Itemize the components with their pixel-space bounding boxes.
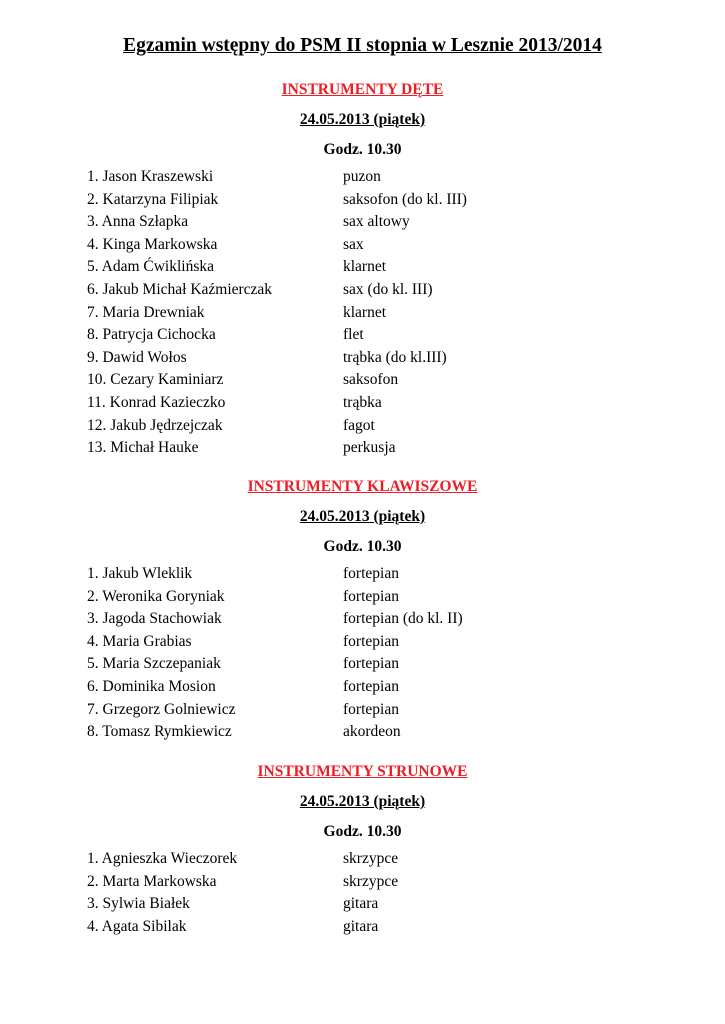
candidate-name: 1. Jakub Wleklik <box>87 565 193 582</box>
candidate-name: 5. Adam Ćwiklińska <box>87 258 215 276</box>
list-item <box>0 234 725 257</box>
candidate-instrument: trąbka (do kl.III) <box>343 348 447 366</box>
section-date: 24.05.2013 (piątek) <box>299 793 426 810</box>
candidate-instrument: gitara <box>343 917 379 935</box>
candidate-name: 8. Tomasz Rymkiewicz <box>87 723 232 741</box>
candidate-instrument: fortepian <box>343 587 399 605</box>
candidate-list <box>0 848 725 938</box>
list-item <box>0 586 725 609</box>
candidate-instrument: fortepian <box>343 700 399 718</box>
section-title: INSTRUMENTY KLAWISZOWE <box>247 478 478 495</box>
candidate-instrument: fagot <box>343 416 375 434</box>
candidate-instrument: saksofon (do kl. III) <box>343 190 467 208</box>
candidate-name: 3. Anna Szłapka <box>87 213 189 231</box>
candidate-name: 7. Grzegorz Golniewicz <box>87 700 236 718</box>
candidate-name: 7. Maria Drewniak <box>87 303 205 321</box>
candidate-instrument: klarnet <box>343 258 387 276</box>
candidate-instrument: fortepian <box>343 677 399 695</box>
candidate-name: 2. Katarzyna Filipiak <box>87 190 219 208</box>
candidate-list <box>0 563 725 744</box>
candidate-name: 2. Marta Markowska <box>87 872 217 890</box>
list-item <box>0 369 725 392</box>
candidate-instrument: akordeon <box>343 723 401 741</box>
list-item <box>0 893 725 916</box>
section-wind-instruments <box>0 80 725 460</box>
list-item <box>0 563 725 586</box>
section-keyboard-instruments <box>0 477 725 744</box>
list-item <box>0 392 725 415</box>
section-date: 24.05.2013 (piątek) <box>299 111 426 128</box>
candidate-name: 2. Weronika Goryniak <box>87 587 225 605</box>
list-item <box>0 437 725 460</box>
candidate-list <box>0 166 725 460</box>
list-item <box>0 631 725 654</box>
candidate-name: 6. Jakub Michał Kaźmierczak <box>87 280 273 298</box>
candidate-instrument: fortepian <box>343 565 399 582</box>
section-string-instruments <box>0 762 725 938</box>
section-title: INSTRUMENTY DĘTE <box>281 81 444 98</box>
list-item <box>0 324 725 347</box>
list-item <box>0 166 725 189</box>
candidate-name: 4. Agata Sibilak <box>87 917 187 935</box>
candidate-name: 1. Agnieszka Wieczorek <box>87 850 238 867</box>
section-time: Godz. 10.30 <box>323 141 402 158</box>
list-item <box>0 256 725 279</box>
candidate-instrument: fortepian (do kl. II) <box>343 610 463 628</box>
list-item <box>0 916 725 939</box>
candidate-instrument: skrzypce <box>343 850 399 867</box>
list-item <box>0 871 725 894</box>
candidate-name: 9. Dawid Wołos <box>87 348 187 366</box>
candidate-instrument: fortepian <box>343 632 399 650</box>
candidate-instrument: fortepian <box>343 655 399 673</box>
candidate-instrument: gitara <box>343 895 379 913</box>
candidate-instrument: sax altowy <box>343 213 410 231</box>
section-time: Godz. 10.30 <box>323 823 402 840</box>
list-item <box>0 653 725 676</box>
candidate-instrument: trąbka <box>343 393 382 411</box>
section-time: Godz. 10.30 <box>323 538 402 555</box>
page-title: Egzamin wstępny do PSM II stopnia w Lesznie 2013/2014 <box>123 35 602 56</box>
candidate-name: 5. Maria Szczepaniak <box>87 655 221 673</box>
candidate-instrument: saksofon <box>343 371 399 389</box>
candidate-instrument: perkusja <box>343 439 396 457</box>
candidate-name: 12. Jakub Jędrzejczak <box>87 416 223 434</box>
list-item <box>0 279 725 302</box>
candidate-instrument: sax <box>343 235 364 253</box>
list-item <box>0 699 725 722</box>
list-item <box>0 347 725 370</box>
list-item <box>0 189 725 212</box>
candidate-instrument: puzon <box>343 168 381 185</box>
candidate-name: 11. Konrad Kazieczko <box>87 393 226 411</box>
candidate-instrument: skrzypce <box>343 872 399 890</box>
section-title: INSTRUMENTY STRUNOWE <box>257 763 468 780</box>
candidate-name: 13. Michał Hauke <box>87 439 199 457</box>
list-item <box>0 676 725 699</box>
candidate-name: 3. Jagoda Stachowiak <box>87 610 222 628</box>
list-item <box>0 211 725 234</box>
candidate-name: 8. Patrycja Cichocka <box>87 326 216 344</box>
list-item <box>0 721 725 744</box>
list-item <box>0 608 725 631</box>
candidate-instrument: klarnet <box>343 303 387 321</box>
candidate-name: 4. Kinga Markowska <box>87 235 218 253</box>
candidate-instrument: flet <box>343 326 364 344</box>
candidate-name: 10. Cezary Kaminiarz <box>87 371 224 389</box>
candidate-name: 6. Dominika Mosion <box>87 677 216 695</box>
candidate-name: 1. Jason Kraszewski <box>87 168 214 185</box>
list-item <box>0 848 725 871</box>
list-item <box>0 415 725 438</box>
candidate-name: 3. Sylwia Białek <box>87 895 190 913</box>
candidate-instrument: sax (do kl. III) <box>343 280 433 298</box>
list-item <box>0 302 725 325</box>
section-date: 24.05.2013 (piątek) <box>299 508 426 525</box>
candidate-name: 4. Maria Grabias <box>87 632 192 650</box>
